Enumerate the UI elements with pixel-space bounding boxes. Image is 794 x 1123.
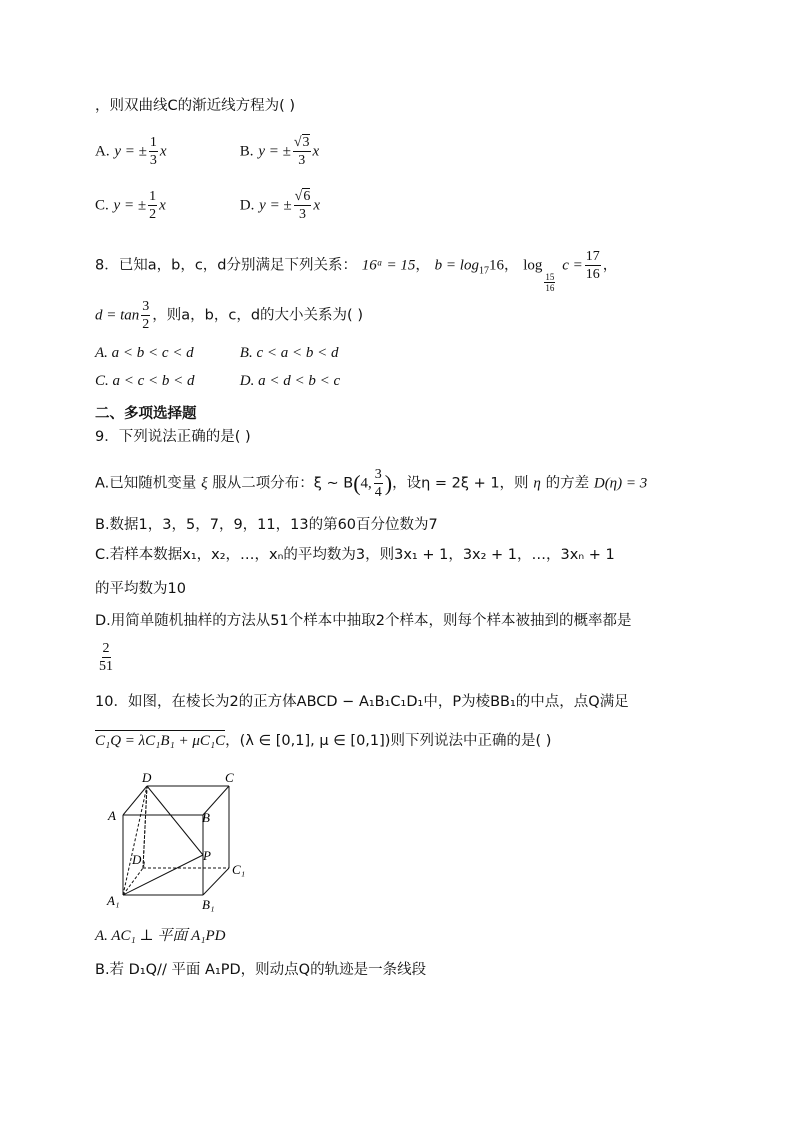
q8-option-b: B. c < a < b < d: [239, 345, 339, 361]
label-a: A: [108, 808, 116, 823]
q8-option-a: A. a < b < c < d: [95, 345, 194, 361]
q8-option-c: C. a < c < b < d: [95, 373, 195, 389]
label-a1: A₁: [107, 893, 120, 908]
label-p: P: [203, 848, 211, 863]
q10-option-a: A. AC₁ ⊥ 平面 A₁PD: [95, 928, 226, 944]
cube-figure: [100, 768, 270, 918]
label-c: C: [225, 770, 234, 785]
q9-option-d-fraction: $\frac{2}{51}$: [99, 641, 113, 674]
q7-option-c: C. y = ± $\frac{1}{2}$ x: [95, 189, 166, 222]
label-d1: D₁: [132, 852, 146, 867]
q7-option-b: B. y = ± $\frac{√3}{3}$ x: [239, 135, 320, 168]
q9-option-d-line1: D.用简单随机抽样的方法从51个样本中抽取2个样本，则每个样本被抽到的概率都是: [95, 613, 632, 629]
q10-stem-line1: 10．如图，在棱长为2的正方体ABCD − A₁B₁C₁D₁中，P为棱BB₁的中点，点Q满足: [95, 694, 629, 710]
q8-options-row1: [95, 342, 380, 363]
label-b1: B₁: [202, 897, 215, 912]
segment-dp: [147, 786, 203, 855]
edge-a1d1: [123, 868, 143, 895]
q8-stem-line1: 8．已知a，b，c，d分别满足下列关系： 16ᵃ = 15， $b = \log_{17}16$， log $\frac{15}{16}$ c = $\frac{17}{16}$ ，: [95, 249, 618, 293]
q9-option-c-line1: C.若样本数据x₁，x₂，…，xₙ的平均数为3，则3x₁ + 1，3x₂ + 1，…，3xₙ + 1: [95, 547, 615, 563]
q9-option-b: B.数据1，3，5，7，9，11，13的第60百分位数为7: [95, 517, 438, 533]
section-heading: 二、多项选择题: [95, 406, 197, 422]
q10-stem-line2: C₁Q = λC₁B₁ + μC₁C，(λ ∈ [0,1], μ ∈ [0,1])则下列说法中正确的是( ): [95, 733, 552, 749]
q9-option-c-line2: 的平均数为10: [95, 581, 186, 597]
q9-option-a: A.已知随机变量 ξ 服从二项分布：ξ ~ B(4, $\frac{3}{4}$ )，设η = 2ξ + 1，则 η 的方差 D(η) = 3: [95, 467, 648, 500]
q7-option-d: D. y = ± $\frac{√6}{3}$ x: [239, 189, 321, 222]
label-b: B: [202, 810, 210, 825]
q8-stem-line2: d = tan $\frac{3}{2}$ ，则a，b，c，d的大小关系为( ): [95, 299, 363, 332]
q7-options-row2: [95, 188, 380, 223]
q7-stem-tail: ，则双曲线C的渐近线方程为( ): [95, 98, 296, 114]
label-c1: C₁: [232, 862, 246, 877]
q9-stem: 9．下列说法正确的是( ): [95, 429, 251, 445]
q8-option-d: D. a < d < b < c: [239, 373, 341, 389]
q7-options-row1: [95, 134, 380, 169]
q7-option-a: A. y = ± $\frac{1}{3}$ x: [95, 135, 167, 168]
q8-options-row2: [95, 370, 380, 391]
edge-b1c1: [203, 868, 229, 895]
q10-option-b: B.若 D₁Q// 平面 A₁PD，则动点Q的轨迹是一条线段: [95, 962, 427, 978]
label-d: D: [142, 770, 152, 785]
